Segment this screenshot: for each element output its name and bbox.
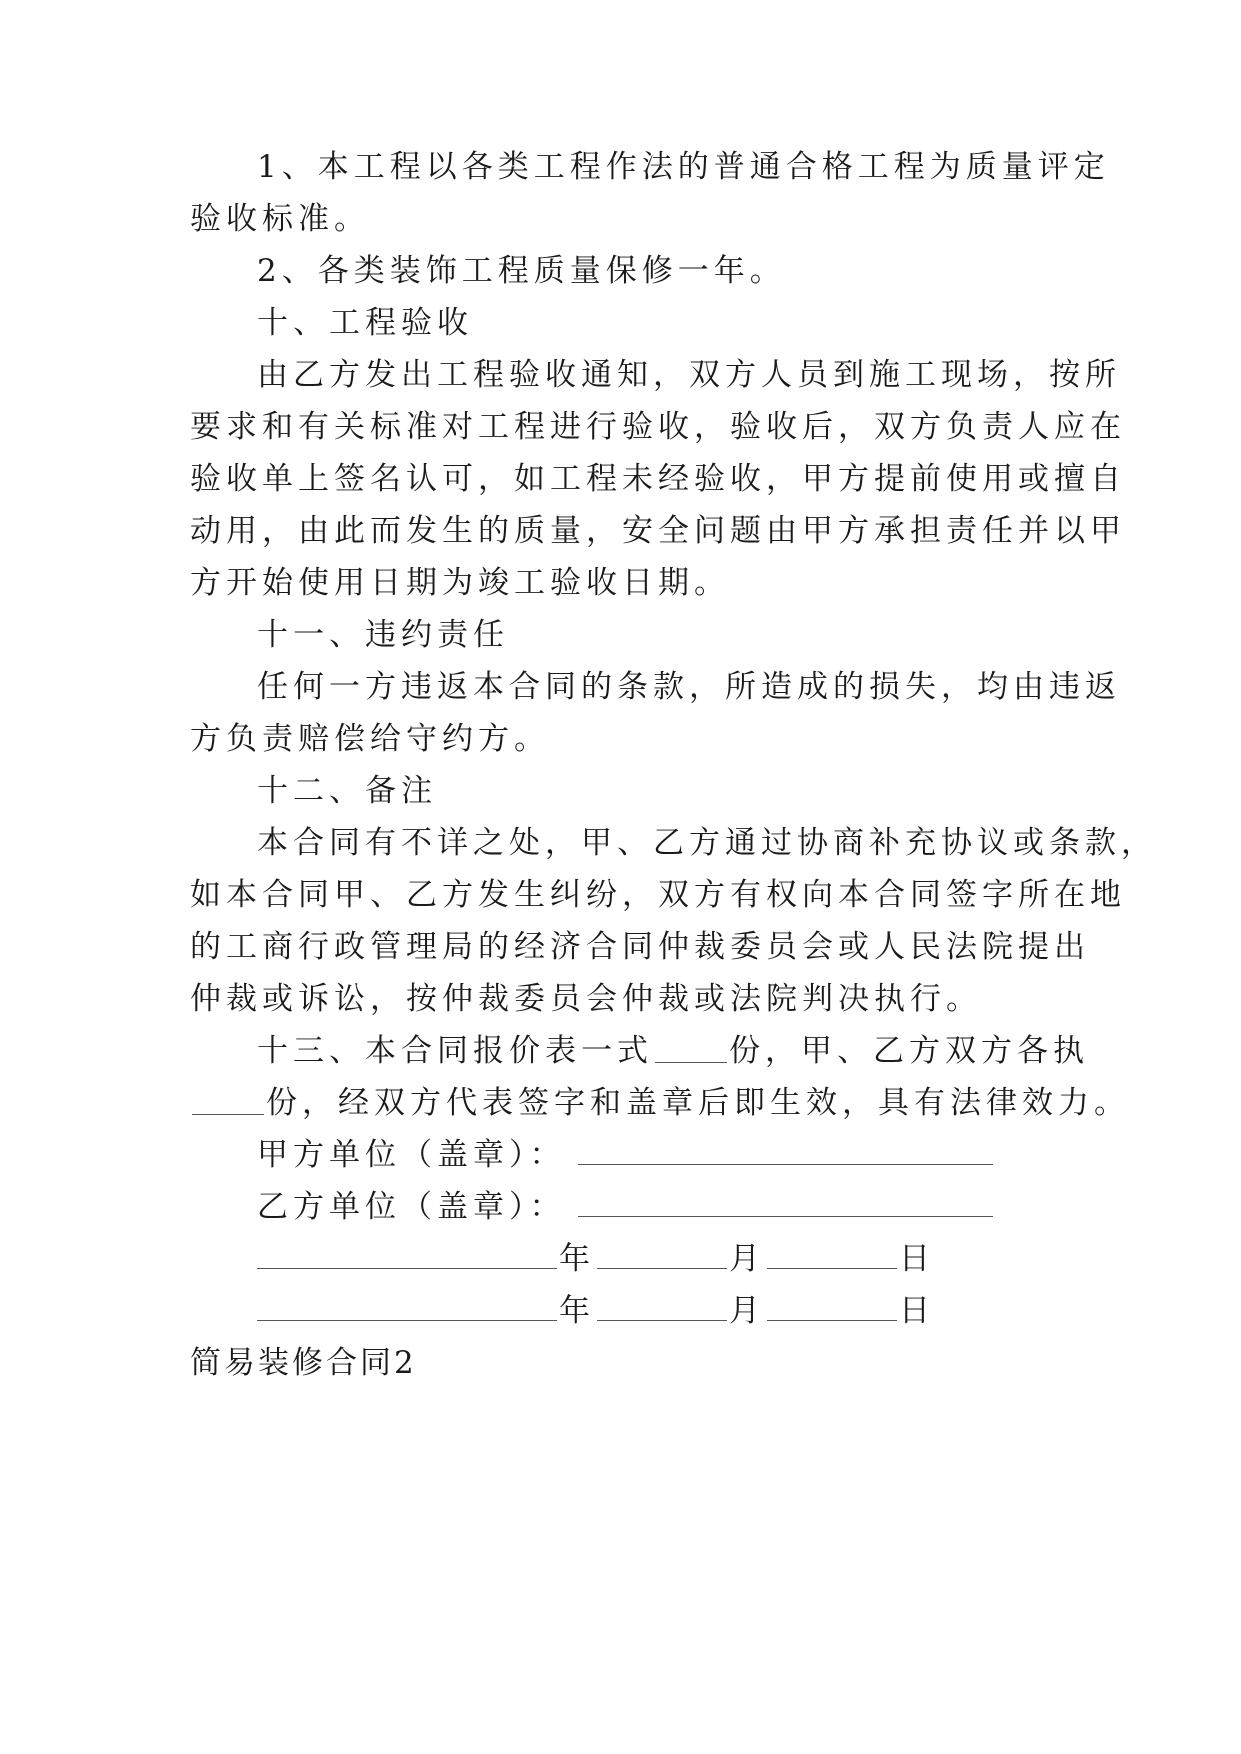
day-label: 日 [899,1293,935,1329]
clause-10-text: 方开始使用日期为竣工验收日期。 [190,565,730,601]
clause-12-text: 仲裁或诉讼，按仲裁委员会仲裁或法院判决执行。 [190,981,982,1017]
clause-13-line-1 [257,1031,1089,1071]
year-label: 年 [559,1293,595,1329]
party-b-label: 乙方单位（盖章）： [257,1189,566,1225]
clause-10-heading: 十、工程验收 [257,305,473,341]
day-blank[interactable] [767,1244,897,1269]
month-blank[interactable] [597,1244,727,1269]
clause-12-text: 本合同有不详之处，甲、乙方通过协商补充协议或条款， [257,825,1157,861]
copies-each-blank[interactable] [192,1090,264,1115]
party-b-seal-blank[interactable] [578,1192,993,1217]
party-a-date-row [257,1239,935,1279]
party-a-seal-blank[interactable] [578,1140,993,1165]
month-blank[interactable] [597,1296,727,1321]
clause-13-text-c: 份，经双方代表签字和盖章后即生效，具有法律效力。 [266,1085,1130,1121]
clause-12-heading: 十二、备注 [257,773,437,809]
clause-9-item-1: 1、本工程以各类工程作法的普通合格工程为质量评定 [257,149,1110,185]
clause-12-text: 的工商行政管理局的经济合同仲裁委员会或人民法院提出 [190,929,1090,965]
year-label: 年 [559,1241,595,1277]
clause-10-text: 由乙方发出工程验收通知，双方人员到施工现场，按所 [257,357,1121,393]
clause-10-text: 验收单上签名认可，如工程未经验收，甲方提前使用或擅自 [190,461,1126,497]
month-label: 月 [729,1293,765,1329]
party-b-seal-row [257,1187,995,1227]
copies-blank[interactable] [655,1038,727,1063]
day-blank[interactable] [767,1296,897,1321]
clause-9-item-2: 2、各类装饰工程质量保修一年。 [257,253,786,289]
month-label: 月 [729,1241,765,1277]
clause-11-text: 方负责赔偿给守约方。 [190,721,550,757]
clause-9-item-1-cont: 验收标准。 [190,201,370,237]
party-a-label: 甲方单位（盖章）： [257,1137,566,1173]
year-blank[interactable] [257,1244,557,1269]
clause-13-text-a: 十三、本合同报价表一式 [257,1033,653,1069]
clause-10-text: 要求和有关标准对工程进行验收，验收后，双方负责人应在 [190,409,1126,445]
clause-13-line-2 [190,1083,1130,1123]
party-b-date-row [257,1291,935,1331]
clause-11-heading: 十一、违约责任 [257,617,509,653]
clause-12-text: 如本合同甲、乙方发生纠纷，双方有权向本合同签字所在地 [190,877,1126,913]
clause-10-text: 动用，由此而发生的质量，安全问题由甲方承担责任并以甲 [190,513,1126,549]
next-contract-title: 简易装修合同2 [190,1345,417,1381]
clause-13-text-b: 份，甲、乙方双方各执 [729,1033,1089,1069]
day-label: 日 [899,1241,935,1277]
clause-11-text: 任何一方违返本合同的条款，所造成的损失，均由违返 [257,669,1121,705]
year-blank[interactable] [257,1296,557,1321]
party-a-seal-row [257,1135,995,1175]
